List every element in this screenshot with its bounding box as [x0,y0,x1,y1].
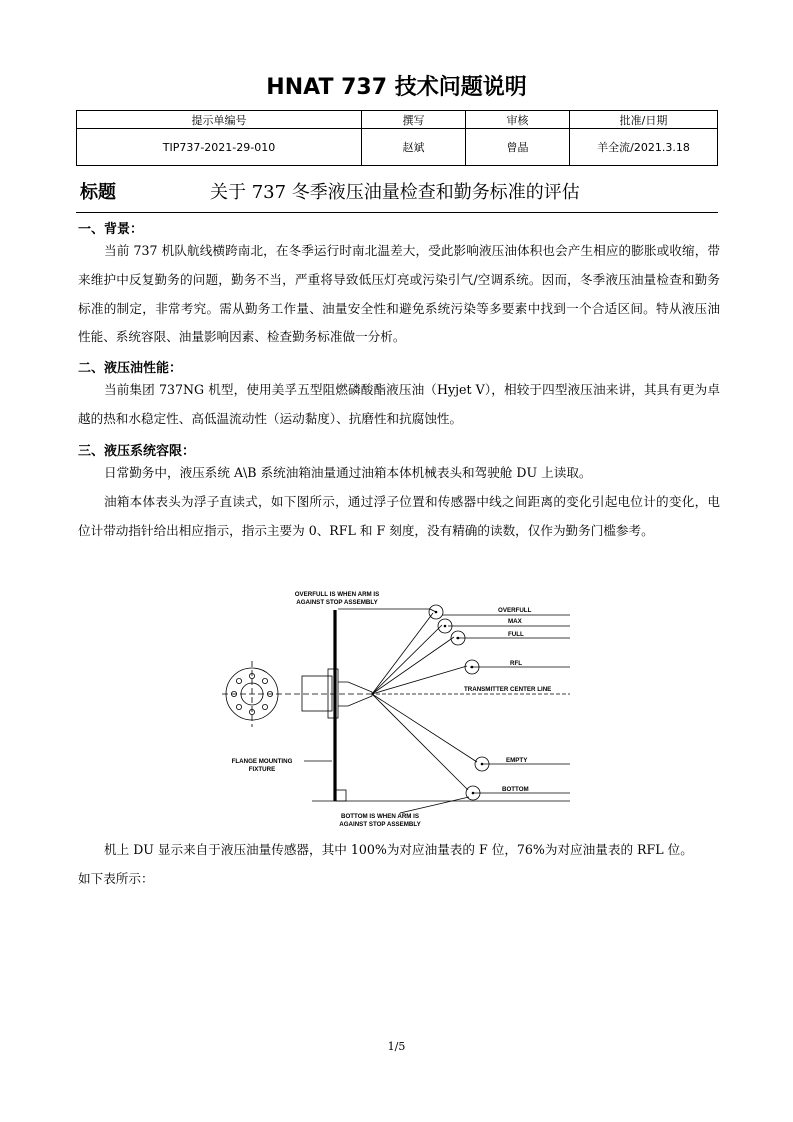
section-paragraph-reading-source: 日常勤务中，液压系统 A\B 系统油箱油量通过油箱本体机械表头和驾驶舱 DU 上读取。 [104,465,592,480]
value-author: 赵斌 [362,129,466,166]
section-heading-fluid-properties: 二、液压油性能： [78,361,183,376]
header-tip-number: 提示单编号 [77,111,362,129]
level-center-line-label: TRANSMITTER CENTER LINE [464,686,552,693]
section-heading-background: 一、背景： [78,222,144,237]
overfull-arm-note-line2: AGAINST STOP ASSEMBLY [296,599,378,606]
overfull-arm-note-line1: OVERFULL IS WHEN ARM IS [294,591,380,598]
section-paragraph-gauge-description: 油箱本体表头为浮子直读式，如下图所示，通过浮子位置和传感器中线之间距离的变化引起电位计的变化，电位计带动指针给出相应指示，指示主要为 0、RFL 和 F 刻度，没有精确的读数，仅作为勤务门槛参考。 [78,494,720,538]
header-reviewer: 审核 [466,111,570,129]
flange-note-line1: FLANGE MOUNTING [231,758,293,765]
value-approval-date: 羊全流/2021.3.18 [570,129,718,166]
section-paragraph-du-display: 机上 DU 显示来自于液压油量传感器，其中 100%为对应油量表的 F 位，76%为对应油量表的 RFL 位。 [104,842,693,857]
section-heading-system-tolerance: 三、液压系统容限： [78,444,196,459]
value-reviewer: 曾晶 [466,129,570,166]
level-max-label: MAX [508,618,522,625]
level-empty-label: EMPTY [506,757,528,764]
quantity-transmitter-diagram [220,585,580,835]
bottom-arm-note-line1: BOTTOM IS WHEN ARM IS [340,813,420,820]
info-table [76,110,718,166]
topic-label: 标题 [80,182,116,203]
section-paragraph-fluid-properties: 当前集团 737NG 机型，使用美孚五型阻燃磷酸酯液压油（Hyjet V），相较于四型液压油来讲，其具有更为卓越的热和水稳定性、高低温流动性（运动黏度）、抗磨性和抗腐蚀性。 [78,382,720,426]
page-title: HNAT 737 技术问题说明 [266,75,527,100]
header-author: 撰写 [362,111,466,129]
level-rfl-label: RFL [510,660,523,667]
level-overfull-label: OVERFULL [498,607,532,614]
header-approval-date: 批准/日期 [570,111,718,129]
info-table-header-row [77,111,718,129]
flange-note-line2: FIXTURE [248,766,276,773]
page-number: 1/5 [387,1040,406,1053]
topic-row [76,178,718,213]
value-tip-number: TIP737-2021-29-010 [77,129,362,166]
topic-text: 关于 737 冬季液压油量检查和勤务标准的评估 [210,182,580,203]
bottom-arm-note-line2: AGAINST STOP ASSEMBLY [339,821,421,828]
info-table-value-row [77,129,718,166]
section-paragraph-table-intro: 如下表所示： [78,871,154,886]
section-paragraph-background: 当前 737 机队航线横跨南北，在冬季运行时南北温差大，受此影响液压油体积也会产生相应的膨胀或收缩，带来维护中反复勤务的问题，勤务不当，严重将导致低压灯亮或污染引气/空调系统。因而，冬季液压油量检查和勤务标准的制定，非常考究。需从勤务工作量、油量安全性和避免系统污染等多要素中找到一个合适区间。特从液压油性能、系统容限、油量影响因素、检查勤务标准做一分析。 [78,243,720,345]
level-bottom-label: BOTTOM [502,786,529,793]
level-full-label: FULL [508,631,524,638]
